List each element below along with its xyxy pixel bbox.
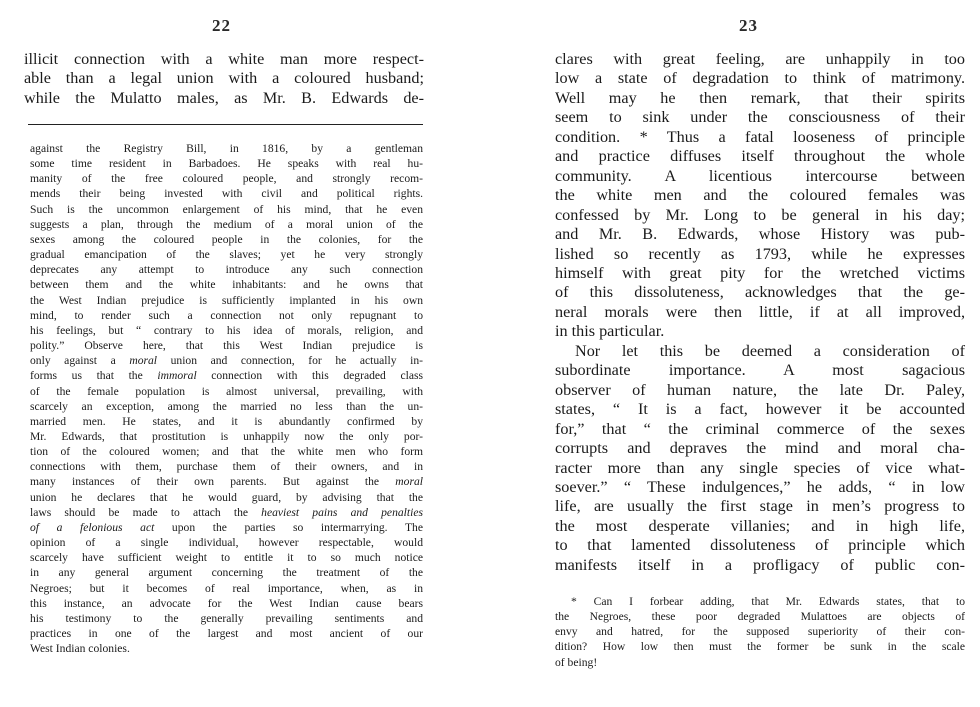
body-line: while the Mulatto males, as Mr. B. Edwards de-	[24, 88, 424, 107]
right-page	[515, 0, 980, 707]
footnote-line: in any general argument concerning the treatment of the	[30, 566, 423, 580]
footnote-left	[30, 141, 423, 656]
footnote-line: * Can I forbear adding, that Mr. Edwards states, that to	[571, 595, 965, 608]
footnote-line: Such is the uncommon enlargement of his mind, that he even	[30, 202, 423, 216]
page-number-right: 23	[739, 16, 758, 35]
body-line: illicit connection with a white man more respect-	[24, 50, 424, 68]
footnote-line: between them and the white inhabitants: and he owns that	[30, 278, 423, 292]
footnote-line: suggests a plan, through the medium of a moral union of the	[30, 217, 423, 231]
body-line: states, “ It is a fact, however it be accounted	[555, 400, 965, 419]
body-line: lished so recently as 1793, while he expresses	[555, 244, 965, 263]
body-line: soever.” “ These indulgences,” he adds, “ in low	[555, 477, 965, 496]
body-line: for,” that “ the criminal commerce of the sexes	[555, 419, 965, 438]
footnote-line: manity of the free coloured people, and strongly recom-	[30, 172, 423, 186]
page-number-left: 22	[212, 16, 231, 35]
body-line: and Mr. B. Edwards, whose History was pub-	[555, 225, 965, 244]
footnote-line: some time resident in Barbadoes. He speaks with real hu-	[30, 157, 423, 171]
footnote-line: gradual emancipation of the slaves; yet he very strongly	[30, 248, 423, 262]
footnote-line: mends their being invested with civil and political rights.	[30, 187, 423, 201]
body-line: seem to sink under the consciousness of their	[555, 108, 965, 127]
footnote-line: of a felonious act upon the parties so intermarrying. The	[30, 520, 423, 534]
body-line: observer of human nature, the late Dr. Paley,	[555, 380, 965, 399]
footnote-line: laws should be made to attach the heaviest pains and penalties	[30, 505, 423, 519]
body-line: clares with great feeling, are unhappily in too	[555, 50, 965, 68]
body-line: the most desperate villanies; and in high life,	[555, 516, 965, 535]
footnote-line: connections with them, purchase them of their owners, and in	[30, 460, 423, 474]
footnote-line: married men. He states, and it is abundantly confirmed by	[30, 414, 423, 428]
footnote-line: deprecates any attempt to introduce any such connection	[30, 263, 423, 277]
body-line: himself with great pity for the wretched victims	[555, 263, 965, 282]
body-line: confessed by Mr. Long to be general in his day;	[555, 205, 965, 224]
footnote-line: this instance, an advocate for the West Indian cause bears	[30, 596, 423, 610]
footnote-line: the Negroes, these poor degraded Mulattoes are objects of	[555, 610, 965, 624]
footnote-line: scarcely have sufficient weight to entitle it to so much notice	[30, 551, 423, 565]
left-page	[0, 0, 470, 707]
footnote-line: union he declares that he would guard, by advising that the	[30, 490, 423, 504]
footnote-line: envy and hatred, for the supposed superiority of their con-	[555, 625, 965, 639]
body-text-left	[24, 50, 424, 108]
body-line: condition. * Thus a fatal looseness of principle	[555, 127, 965, 146]
footnote-line: mind, to render such a connection not only repugnant to	[30, 308, 423, 322]
footnote-line: many instances of their own parents. But against the moral	[30, 475, 423, 489]
body-line: Nor let this be deemed a consideration of	[575, 341, 965, 360]
body-line: Well may he then remark, that their spirits	[555, 88, 965, 107]
body-line: in this particular.	[555, 322, 665, 341]
body-line: neral morals were then little, if at all improved,	[555, 302, 965, 321]
body-line: manifests itself in a profligacy of public con-	[555, 555, 965, 574]
body-line: able than a legal union with a coloured husband;	[24, 69, 424, 88]
footnote-line: Mr. Edwards, that prostitution is unhappily now the only por-	[30, 429, 423, 443]
footnote-line: his feelings, but “ contrary to his idea of morals, religion, and	[30, 323, 423, 337]
body-line: of this dissoluteness, acknowledges that the ge-	[555, 283, 965, 302]
footnote-line: against the Registry Bill, in 1816, by a gentleman	[30, 142, 423, 155]
body-line: racter more than any single species of vice what-	[555, 458, 965, 477]
footnote-line: opinion of a single individual, however respectable, would	[30, 536, 423, 550]
body-line: and practice diffuses itself throughout the whole	[555, 147, 965, 166]
footnote-line: practices in one of the largest and most ancient of our	[30, 627, 423, 640]
footnote-line: polity.” Observe here, that this West Indian prejudice is	[30, 339, 423, 353]
body-line: life, are usually the first stage in men’s progress to	[555, 497, 965, 516]
footnote-line: scarcely an exception, among the married no less than the un-	[30, 399, 423, 413]
footnote-line: only against a moral union and connection, for he actually in-	[30, 354, 423, 368]
footnote-line: West Indian colonies.	[30, 642, 130, 656]
footnote-line: tion of the coloured women; and that the white men who form	[30, 445, 423, 459]
footnote-line: dition? How low then must the former be sunk in the scale	[555, 640, 965, 654]
body-line: community. A licentious intercourse between	[555, 166, 965, 185]
body-line: corrupts and depraves the mind and moral cha-	[555, 439, 965, 458]
footnote-line: sexes among the coloured people in the colonies, for the	[30, 232, 423, 246]
footnote-line: forms us that the immoral connection with this degraded class	[30, 369, 423, 383]
footnote-line: Negroes; but it becomes of real importance, when, as in	[30, 581, 423, 595]
footnote-right	[555, 594, 965, 670]
footnote-line: his testimony to the generally prevailing sentiments and	[30, 611, 423, 625]
body-line: subordinate importance. A most sagacious	[555, 361, 965, 380]
body-line: to that lamented dissoluteness of principle which	[555, 536, 965, 555]
footnote-line: the West Indian prejudice is sufficiently implanted in his own	[30, 293, 423, 307]
body-line: low a state of degradation to think of matrimony.	[555, 69, 965, 88]
footnote-divider	[28, 124, 423, 125]
body-line: the white men and the coloured females was	[555, 186, 965, 205]
footnote-line: of the female population is almost universal, prevailing, with	[30, 384, 423, 398]
body-text-right	[555, 50, 965, 575]
footnote-line: of being!	[555, 655, 598, 669]
